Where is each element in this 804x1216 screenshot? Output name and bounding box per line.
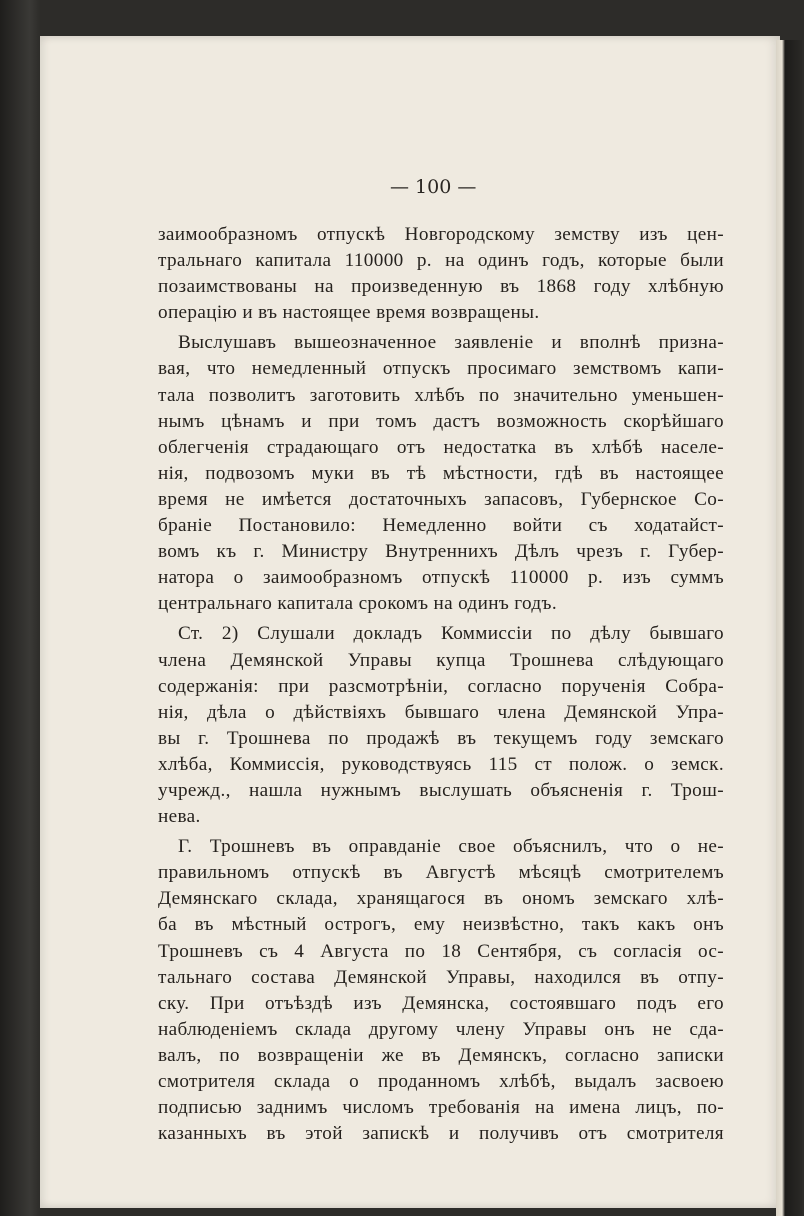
text-line: облегченія страдающаго отъ недостатка въ хлѣбѣ населе- bbox=[158, 436, 724, 458]
text-line: Демянскаго склада, хранящагося въ ономъ земскаго хлѣ- bbox=[158, 888, 724, 910]
body-text bbox=[158, 222, 724, 1147]
text-line: смотрителя склада о проданномъ хлѣбѣ, выдалъ засвоею bbox=[158, 1071, 724, 1092]
text-line: нія, дѣла о дѣйствіяхъ бывшаго члена Демянской Упра- bbox=[158, 701, 724, 723]
text-line: подписью заднимъ числомъ требованія на имена лицъ, по- bbox=[158, 1097, 724, 1119]
text-line: валъ, по возвращеніи же въ Демянскъ, согласно записки bbox=[158, 1044, 724, 1066]
text-line: учрежд., нашла нужнымъ выслушать объясненія г. Трош- bbox=[158, 779, 724, 801]
text-line: браніе Постановило: Немедленно войти съ ходатайст- bbox=[158, 515, 724, 537]
text-line: тральнаго капитала 110000 р. на одинъ годъ, которые были bbox=[158, 250, 724, 272]
text-line: центральнаго капитала срокомъ на одинъ годъ. bbox=[158, 593, 557, 615]
text-line: хлѣба, Коммиссія, руководствуясь 115 ст полож. о земск. bbox=[158, 753, 724, 775]
text-line: нымъ цѣнамъ и при томъ дастъ возможность скорѣйшаго bbox=[158, 410, 724, 432]
text-line: тала позволитъ заготовить хлѣбъ по значительно уменьшен- bbox=[158, 384, 724, 406]
text-line: позаимствованы на произведенную въ 1868 году хлѣбную bbox=[158, 276, 724, 298]
text-line: наблюденіемъ склада другому члену Управы онъ не сда- bbox=[158, 1018, 724, 1040]
text-line: заимообразномъ отпускѣ Новгородскому земству изъ цен- bbox=[158, 224, 724, 245]
page-number: — 100 — bbox=[390, 176, 477, 198]
text-line: вы г. Трошнева по продажѣ въ текущемъ году земскаго bbox=[158, 727, 724, 749]
text-line: казанныхъ въ этой запискѣ и получивъ отъ смотрителя bbox=[158, 1123, 724, 1145]
text-line: Выслушавъ вышеозначенное заявленіе и вполнѣ призна- bbox=[178, 332, 724, 354]
text-line: правильномъ отпускѣ въ Августѣ мѣсяцѣ смотрителемъ bbox=[158, 862, 724, 884]
text-line: Ст. 2) Слушали докладъ Коммиссіи по дѣлу бывшаго bbox=[178, 623, 724, 645]
text-line: вая, что немедленный отпускъ просимаго земствомъ капи- bbox=[158, 358, 724, 380]
text-line: члена Демянской Управы купца Трошнева слѣдующаго bbox=[158, 649, 724, 671]
text-line: Г. Трошневъ въ оправданіе свое объяснилъ, что о не- bbox=[178, 836, 724, 858]
text-line: нева. bbox=[158, 806, 201, 828]
text-line: Трошневъ съ 4 Августа по 18 Сентября, съ согласія ос- bbox=[158, 940, 724, 962]
text-line: вомъ къ г. Министру Внутреннихъ Дѣлъ чрезъ г. Губер- bbox=[158, 541, 724, 563]
text-line: тальнаго состава Демянской Управы, находился въ отпу- bbox=[158, 966, 724, 988]
page-edge-shadow bbox=[776, 40, 802, 1216]
text-line: время не имѣется достаточныхъ запасовъ, Губернское Со- bbox=[158, 488, 724, 510]
text-line: ба въ мѣстный острогъ, ему неизвѣстно, такъ какъ онъ bbox=[158, 914, 724, 936]
text-line: операцію и въ настоящее время возвращены. bbox=[158, 302, 540, 324]
text-line: ску. При отъѣздѣ изъ Демянска, состоявшаго подъ его bbox=[158, 992, 724, 1014]
text-line: содержанія: при разсмотрѣніи, согласно порученія Собра- bbox=[158, 675, 724, 697]
text-line: натора о заимообразномъ отпускѣ 110000 р. изъ суммъ bbox=[158, 567, 724, 589]
text-line: нія, подвозомъ муки въ тѣ мѣстности, гдѣ въ настоящее bbox=[158, 462, 724, 484]
